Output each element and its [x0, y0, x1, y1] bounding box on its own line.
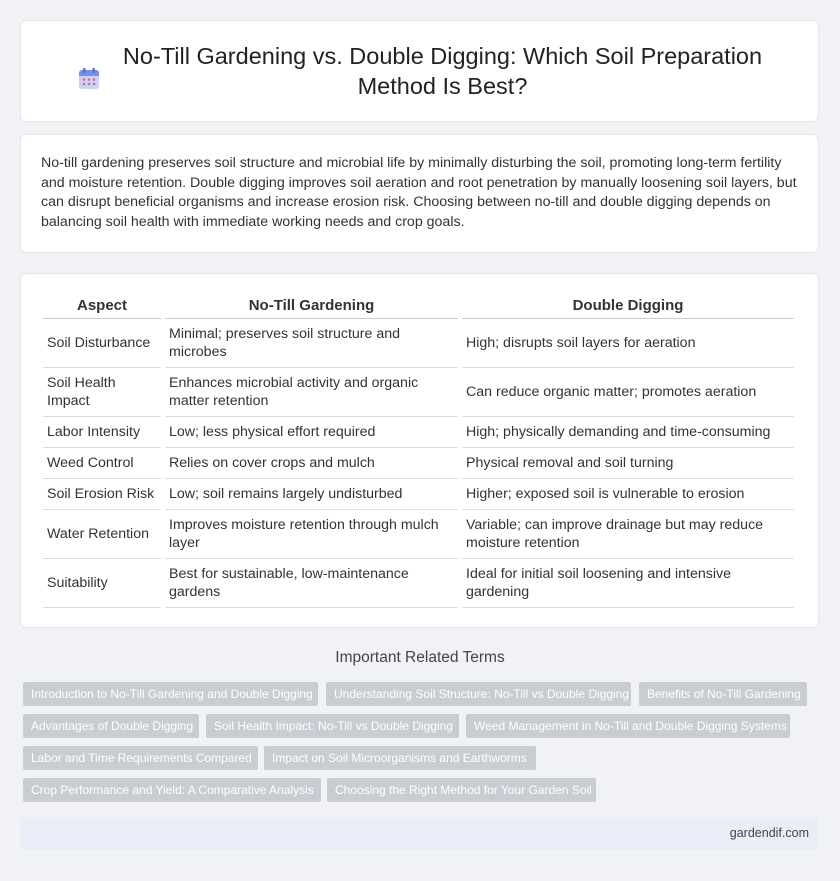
table-row: [43, 368, 794, 417]
table-cell: Variable; can improve drainage but may reduce moisture retention: [462, 510, 794, 559]
table-cell: Soil Erosion Risk: [43, 479, 161, 510]
comparison-table: [39, 292, 798, 608]
page-title: No-Till Gardening vs. Double Digging: Which Soil Preparation Method Is Best?: [122, 43, 763, 99]
table-cell: Improves moisture retention through mulch layer: [165, 510, 458, 559]
table-cell: High; disrupts soil layers for aeration: [462, 319, 794, 368]
table-row: [43, 319, 794, 368]
related-term-tag[interactable]: Impact on Soil Microorganisms and Earthworms: [264, 746, 536, 770]
table-row: [43, 479, 794, 510]
related-term-tag[interactable]: Labor and Time Requirements Compared: [23, 746, 258, 770]
header-card: [20, 20, 819, 122]
related-term-tag[interactable]: Soil Health Impact: No-Till vs Double Digging: [206, 714, 459, 738]
table-cell: Relies on cover crops and mulch: [165, 448, 458, 479]
related-term-tag[interactable]: Introduction to No-Till Gardening and Double Digging: [23, 682, 318, 706]
column-header-no-till: No-Till Gardening: [165, 292, 458, 319]
table-cell: Physical removal and soil turning: [462, 448, 794, 479]
table-cell: Soil Disturbance: [43, 319, 161, 368]
table-cell: Water Retention: [43, 510, 161, 559]
column-header-aspect: Aspect: [43, 292, 161, 319]
table-cell: Labor Intensity: [43, 417, 161, 448]
related-term-tag[interactable]: Benefits of No-Till Gardening: [639, 682, 807, 706]
intro-paragraph: No-till gardening preserves soil structure and microbial life by minimally disturbing the soil, promoting long-term fertility and moisture retention. Double digging improves soil aeration and root penetration by manually loosening soil layers, but can disrupt beneficial organisms and increase erosion risk. Choosing between no-till and double digging depends on balancing soil health with immediate working needs and crop goals.: [41, 155, 797, 230]
table-cell: Minimal; preserves soil structure and microbes: [165, 319, 458, 368]
table-cell: Suitability: [43, 559, 161, 608]
comparison-card: [20, 273, 819, 628]
footer: [20, 817, 819, 850]
table-cell: High; physically demanding and time-consuming: [462, 417, 794, 448]
table-cell: Weed Control: [43, 448, 161, 479]
table-cell: Low; soil remains largely undisturbed: [165, 479, 458, 510]
related-term-tag[interactable]: Understanding Soil Structure: No-Till vs Double Digging: [326, 682, 631, 706]
table-cell: Low; less physical effort required: [165, 417, 458, 448]
table-row: [43, 448, 794, 479]
related-term-tag[interactable]: Crop Performance and Yield: A Comparative Analysis: [23, 778, 321, 802]
related-terms-title: Important Related Terms: [335, 649, 505, 666]
related-term-tag[interactable]: Advantages of Double Digging: [23, 714, 199, 738]
table-cell: Enhances microbial activity and organic matter retention: [165, 368, 458, 417]
column-header-double-digging: Double Digging: [462, 292, 794, 319]
footer-site-name[interactable]: gardendif.com: [729, 826, 809, 840]
table-cell: Can reduce organic matter; promotes aeration: [462, 368, 794, 417]
calendar-icon: [77, 67, 101, 91]
table-row: [43, 559, 794, 608]
table-cell: Soil Health Impact: [43, 368, 161, 417]
table-cell: Higher; exposed soil is vulnerable to erosion: [462, 479, 794, 510]
table-cell: Ideal for initial soil loosening and intensive gardening: [462, 559, 794, 608]
related-term-tag[interactable]: Choosing the Right Method for Your Garden Soil: [327, 778, 596, 802]
intro-card: [20, 134, 819, 253]
table-row: [43, 510, 794, 559]
table-row: [43, 417, 794, 448]
table-cell: Best for sustainable, low-maintenance gardens: [165, 559, 458, 608]
related-term-tag[interactable]: Weed Management in No-Till and Double Digging Systems: [466, 714, 790, 738]
